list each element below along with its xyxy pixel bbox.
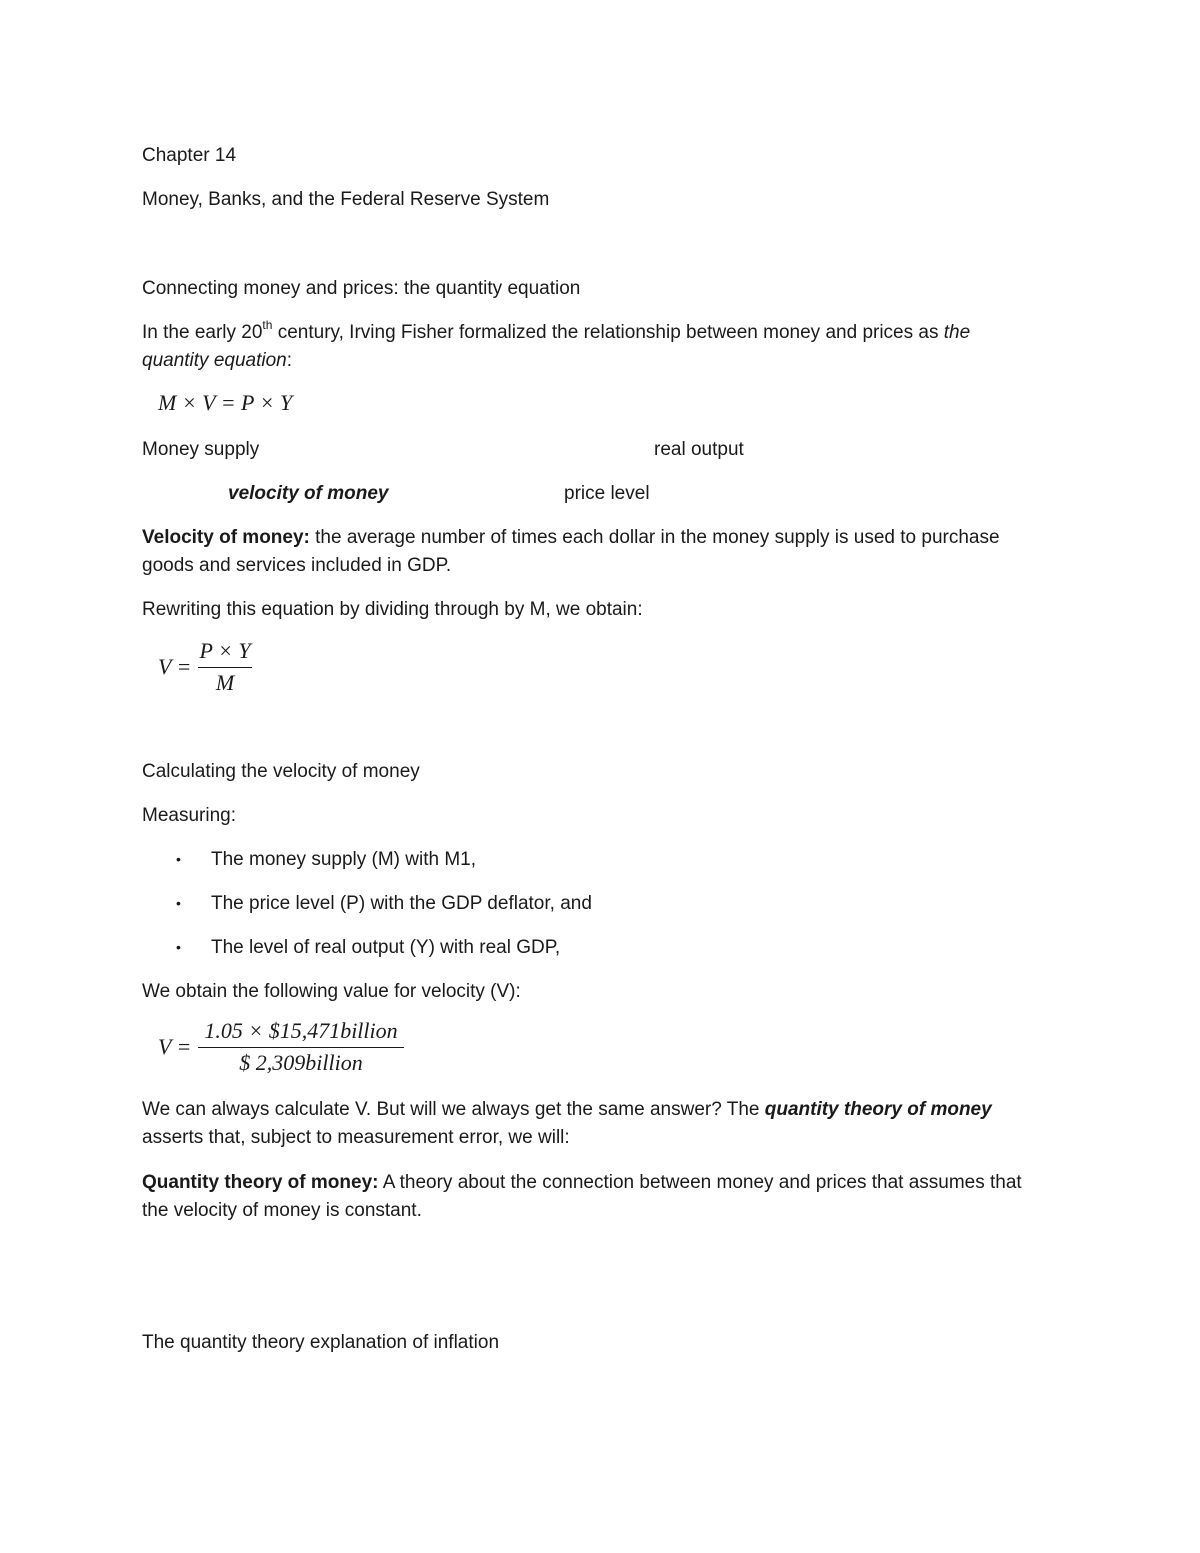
intro-superscript: th — [262, 317, 273, 332]
intro-paragraph-line-2 — [142, 347, 292, 375]
qtm-definition-text: A theory about the connection between money and prices that assumes that — [378, 1172, 1022, 1193]
fraction-bar — [198, 1047, 404, 1048]
qtm-definition-line-1 — [142, 1169, 1022, 1197]
section-heading-calculating-velocity: Calculating the velocity of money — [142, 761, 420, 782]
label-money-supply: Money supply — [142, 439, 260, 460]
intro-text-middle: century, Irving Fisher formalized the relationship between money and prices as — [272, 322, 944, 343]
quantity-equation: M × V = P × Y — [158, 390, 293, 415]
bullet-item-money-supply: The money supply (M) with M1, — [211, 849, 477, 870]
section-heading-quantity-equation: Connecting money and prices: the quantity equation — [142, 278, 581, 299]
always-paragraph-line-1 — [142, 1096, 992, 1124]
label-velocity-of-money: velocity of money — [228, 483, 389, 504]
velocity-calculation-numerator: 1.05 × $15,471billion — [204, 1018, 398, 1043]
intro-text-start: In the early 20 — [142, 322, 263, 343]
bullet-item-price-level: The price level (P) with the GDP deflator, and — [211, 893, 592, 914]
velocity-definition-term: Velocity of money: — [142, 527, 310, 548]
velocity-formula-denominator: M — [215, 670, 235, 695]
velocity-formula-lhs: V = — [158, 654, 192, 679]
document-title: Money, Banks, and the Federal Reserve System — [142, 189, 550, 210]
intro-paragraph-line-1 — [142, 319, 970, 347]
velocity-calculation-lhs: V = — [158, 1034, 192, 1059]
always-text: We can always calculate V. But will we always get the same answer? The — [142, 1099, 765, 1120]
velocity-formula — [158, 638, 278, 700]
velocity-definition-line-2: goods and services included in GDP. — [142, 555, 452, 576]
measuring-label: Measuring: — [142, 805, 236, 826]
intro-italic-term: quantity equation — [142, 350, 287, 371]
intro-colon: : — [286, 350, 293, 371]
always-paragraph-line-2: asserts that, subject to measurement error, we will: — [142, 1127, 570, 1148]
intro-italic-the: the — [943, 322, 971, 343]
bullet-marker: • — [176, 851, 181, 867]
fraction-bar — [198, 667, 252, 668]
section-heading-inflation: The quantity theory explanation of inflation — [142, 1332, 500, 1353]
velocity-definition-text: the average number of times each dollar in the money supply is used to purchase — [309, 527, 1000, 548]
chapter-label: Chapter 14 — [142, 145, 237, 166]
obtain-sentence: We obtain the following value for velocity (V): — [142, 981, 521, 1002]
bullet-marker: • — [176, 939, 181, 955]
velocity-definition-line-1 — [142, 524, 1000, 552]
label-price-level: price level — [564, 483, 650, 504]
qtm-definition-term: Quantity theory of money: — [142, 1172, 379, 1193]
label-real-output: real output — [654, 439, 744, 460]
qtm-definition-line-2: the velocity of money is constant. — [142, 1200, 422, 1221]
velocity-calculation-denominator: $ 2,309billion — [239, 1050, 363, 1075]
velocity-calculation — [158, 1018, 418, 1082]
always-emphasis: quantity theory of money — [764, 1099, 992, 1120]
bullet-item-real-output: The level of real output (Y) with real GDP, — [211, 937, 561, 958]
velocity-formula-numerator: P × Y — [199, 638, 251, 663]
rewriting-sentence: Rewriting this equation by dividing through by M, we obtain: — [142, 599, 643, 620]
bullet-marker: • — [176, 895, 181, 911]
